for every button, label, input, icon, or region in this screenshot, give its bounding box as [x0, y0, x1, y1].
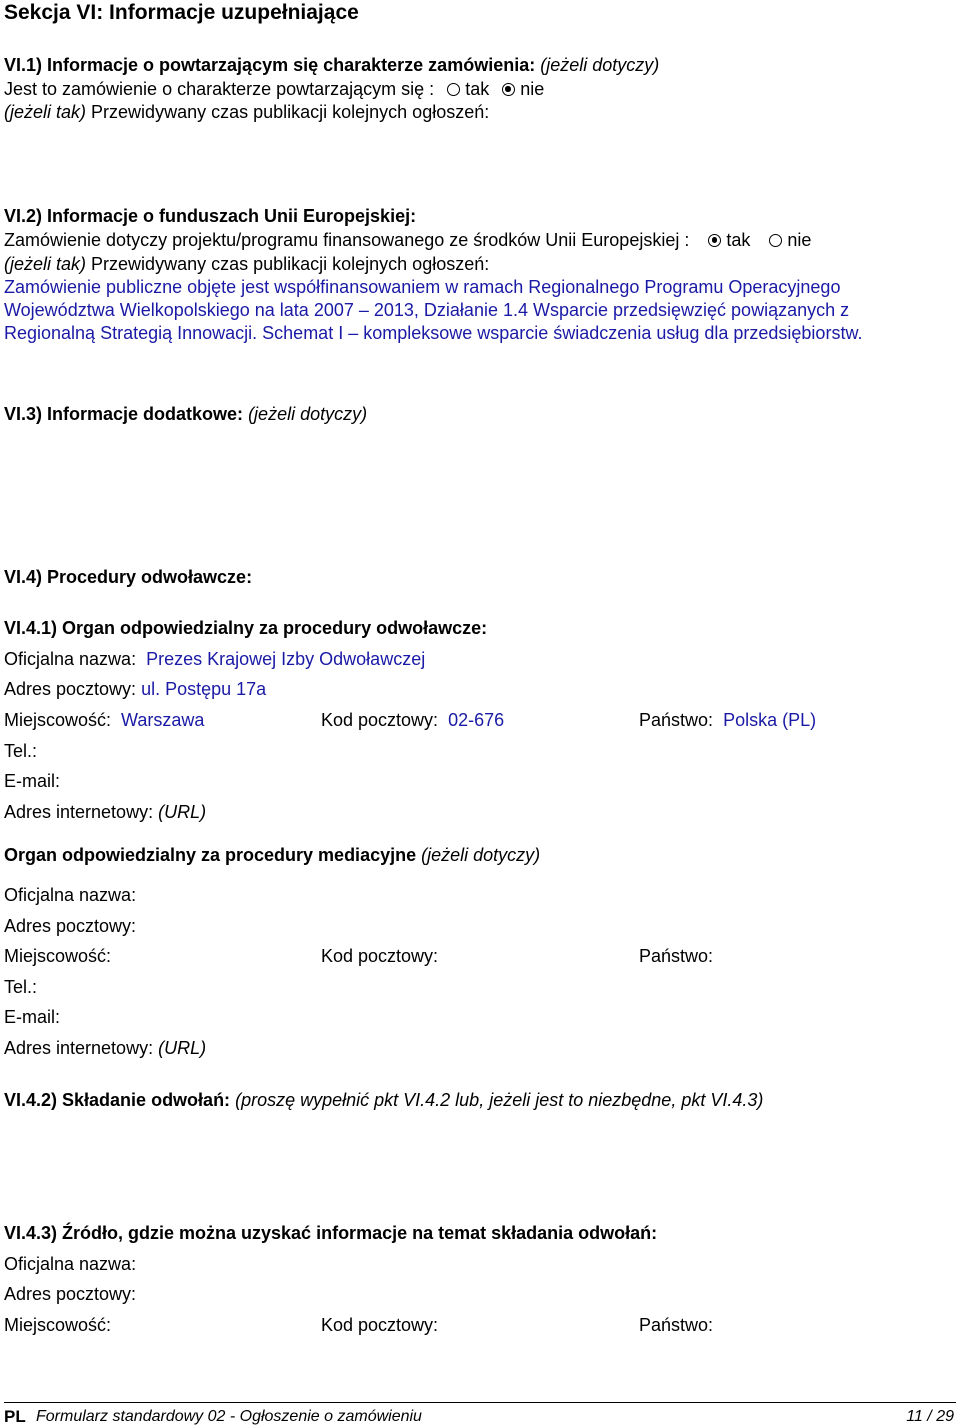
vi2-question: Zamówienie dotyczy projektu/programu finansowanego ze środków Unii Europejskiej :	[4, 230, 690, 250]
vi43-postal-label: Kod pocztowy:	[321, 1315, 439, 1335]
footer-divider	[4, 1402, 956, 1403]
vi2-forecast-label: Przewidywany czas publikacji kolejnych ogłoszeń:	[91, 254, 490, 274]
vi2-value-line-2: Województwa Wielkopolskiego na lata 2007 – 2013, Działanie 1.4 Wsparcie przedsięwzięć powiązanych z	[4, 300, 850, 320]
vi1-heading: VI.1) Informacje o powtarzającym się charakterze zamówienia:	[4, 55, 536, 75]
vi43-city-label: Miejscowość:	[4, 1315, 112, 1335]
vi41-heading: VI.4.1) Organ odpowiedzialny za procedury odwoławcze:	[4, 618, 488, 638]
vi41-name-row	[4, 648, 425, 670]
footer-page-number: 11 / 29	[906, 1408, 954, 1425]
vi1-question-line	[4, 78, 544, 100]
vi2-no-label: nie	[787, 230, 812, 250]
vi2-value-line-1: Zamówienie publiczne objęte jest współfinansowaniem w ramach Regionalnego Programu Operacyjnego	[4, 277, 841, 297]
vi4-heading: VI.4) Procedury odwoławcze:	[4, 567, 253, 587]
vi3-heading-line	[4, 403, 367, 425]
vi42-heading-note: (proszę wypełnić pkt VI.4.2 lub, jeżeli jest to niezbędne, pkt VI.4.3)	[235, 1090, 764, 1110]
vi1-radio-yes[interactable]	[447, 83, 460, 96]
vi41-postal-row	[321, 709, 504, 731]
vi3-heading-note: (jeżeli dotyczy)	[248, 404, 368, 424]
vi2-if-yes: (jeżeli tak)	[4, 254, 87, 274]
vi41-city-value: Warszawa	[121, 710, 205, 730]
vi2-yes-label: tak	[726, 230, 751, 250]
mediation-address-label: Adres pocztowy:	[4, 916, 137, 936]
vi41-name-label: Oficjalna nazwa:	[4, 649, 137, 669]
vi2-value-line-3: Regionalną Strategią Innowacji. Schemat I – kompleksowe wsparcie świadczenia usług dla przedsiębiorstw.	[4, 323, 863, 343]
vi43-name-label: Oficjalna nazwa:	[4, 1254, 137, 1274]
vi2-question-line	[4, 229, 811, 251]
mediation-www-row	[4, 1037, 206, 1059]
vi41-city-label: Miejscowość:	[4, 710, 112, 730]
vi43-heading: VI.4.3) Źródło, gdzie można uzyskać informacje na temat składania odwołań:	[4, 1223, 658, 1243]
mediation-www-note: (URL)	[158, 1038, 207, 1058]
vi41-www-label: Adres internetowy:	[4, 802, 154, 822]
vi41-address-row	[4, 678, 266, 700]
vi41-postal-label: Kod pocztowy:	[321, 710, 439, 730]
mediation-email-label: E-mail:	[4, 1007, 61, 1027]
vi2-heading: VI.2) Informacje o funduszach Unii Europejskiej:	[4, 206, 417, 226]
vi42-heading: VI.4.2) Składanie odwołań:	[4, 1090, 231, 1110]
mediation-postal-label: Kod pocztowy:	[321, 946, 439, 966]
vi1-radio-no[interactable]	[502, 83, 515, 96]
vi41-city-row	[4, 709, 204, 731]
mediation-heading: Organ odpowiedzialny za procedury mediacyjne	[4, 845, 417, 865]
vi41-tel-label: Tel.:	[4, 741, 38, 761]
vi41-postal-value: 02-676	[448, 710, 505, 730]
mediation-heading-line	[4, 844, 540, 866]
mediation-city-label: Miejscowość:	[4, 946, 112, 966]
footer-lang: PL	[4, 1407, 26, 1426]
vi41-country-row	[639, 709, 816, 731]
vi1-heading-note: (jeżeli dotyczy)	[540, 55, 660, 75]
vi41-country-value: Polska (PL)	[723, 710, 817, 730]
vi2-radio-no[interactable]	[769, 234, 782, 247]
vi41-country-label: Państwo:	[639, 710, 714, 730]
mediation-country-label: Państwo:	[639, 946, 714, 966]
vi41-www-row	[4, 801, 206, 823]
vi1-question: Jest to zamówienie o charakterze powtarzającym się :	[4, 79, 435, 99]
mediation-heading-note: (jeżeli dotyczy)	[421, 845, 541, 865]
vi43-country-label: Państwo:	[639, 1315, 714, 1335]
mediation-tel-label: Tel.:	[4, 977, 38, 997]
footer-form-name: Formularz standardowy 02 - Ogłoszenie o zamówieniu	[36, 1408, 422, 1425]
vi2-forecast-line	[4, 253, 489, 275]
vi1-heading-line	[4, 54, 659, 76]
vi41-www-note: (URL)	[158, 802, 207, 822]
vi3-heading: VI.3) Informacje dodatkowe:	[4, 404, 244, 424]
mediation-name-label: Oficjalna nazwa:	[4, 885, 137, 905]
vi1-no-label: nie	[520, 79, 545, 99]
vi1-if-yes: (jeżeli tak)	[4, 102, 87, 122]
vi1-forecast-line	[4, 101, 489, 123]
section-title: Sekcja VI: Informacje uzupełniające	[4, 1, 359, 24]
mediation-www-label: Adres internetowy:	[4, 1038, 154, 1058]
vi41-address-label: Adres pocztowy:	[4, 679, 137, 699]
vi2-radio-yes[interactable]	[708, 234, 721, 247]
vi1-forecast-label: Przewidywany czas publikacji kolejnych ogłoszeń:	[91, 102, 490, 122]
vi43-address-label: Adres pocztowy:	[4, 1284, 137, 1304]
vi41-name-value: Prezes Krajowej Izby Odwoławczej	[146, 649, 426, 669]
vi41-email-label: E-mail:	[4, 771, 61, 791]
vi41-address-value: ul. Postępu 17a	[141, 679, 267, 699]
vi42-heading-line	[4, 1089, 763, 1111]
vi1-yes-label: tak	[465, 79, 490, 99]
